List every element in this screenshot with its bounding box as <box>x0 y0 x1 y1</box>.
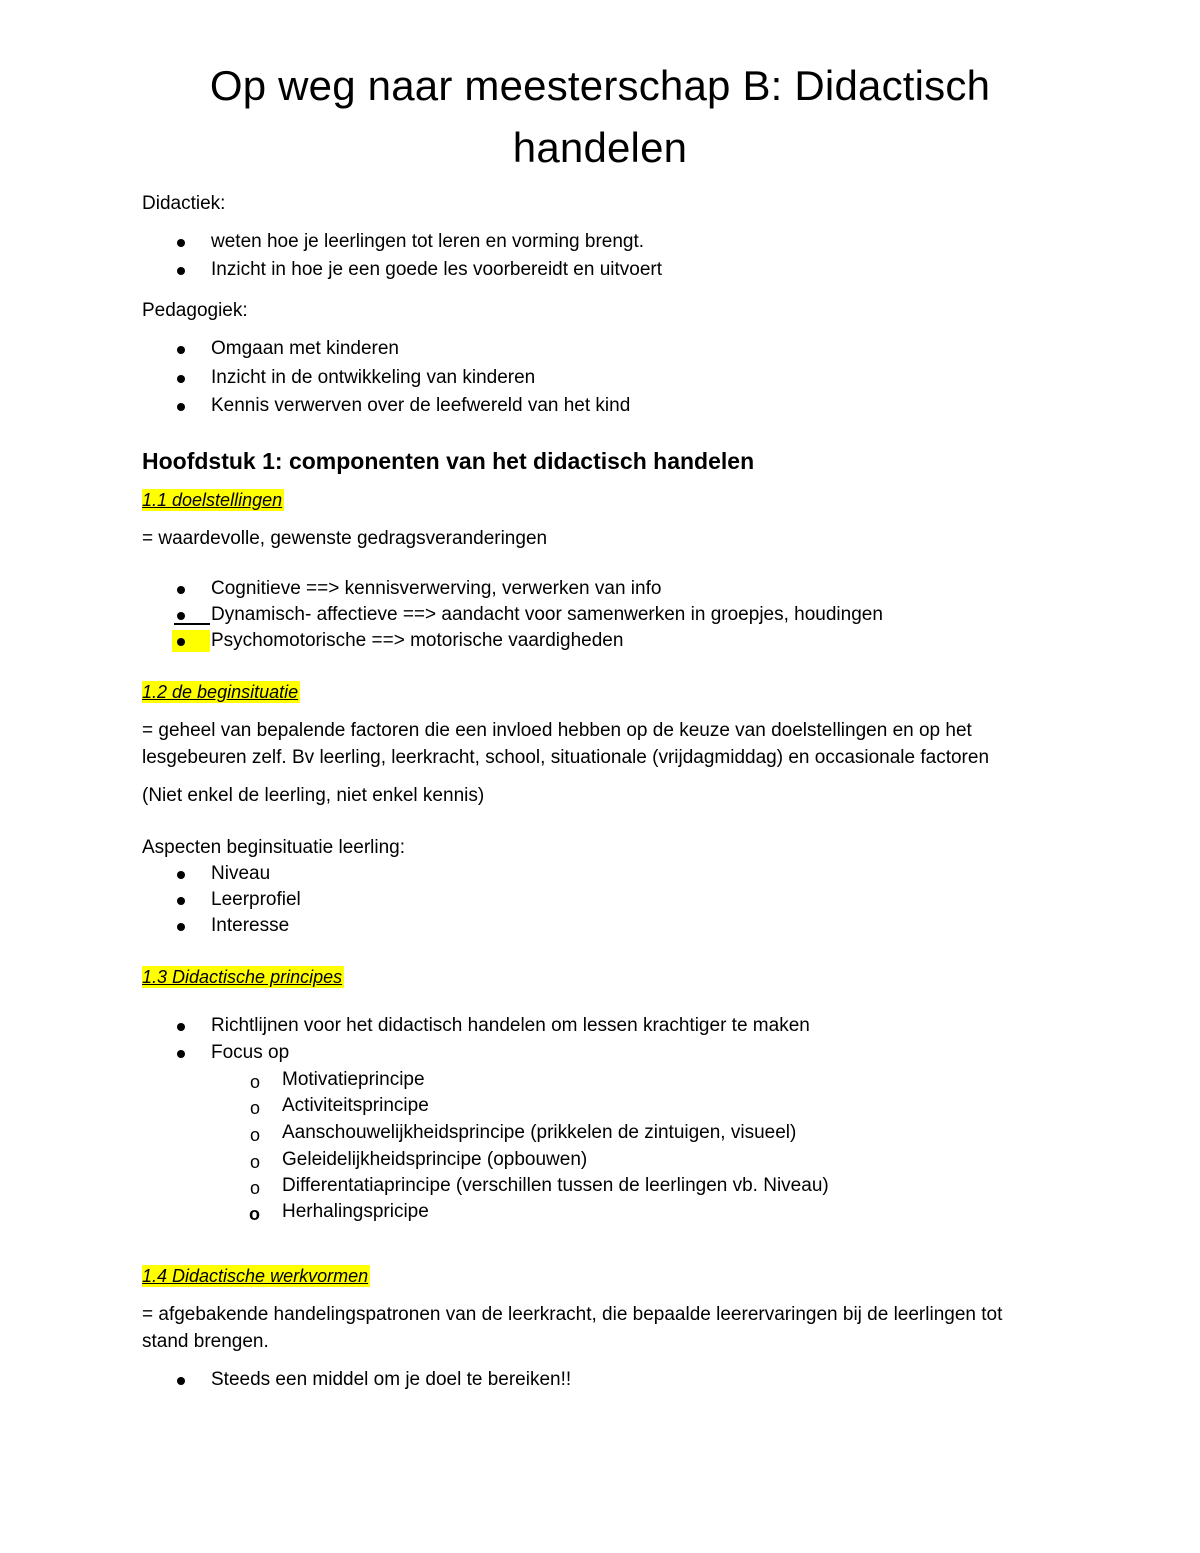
title-line-2: handelen <box>512 124 688 171</box>
sub-list-item: Geleidelijkheidsprincipe (opbouwen) <box>282 1149 588 1170</box>
bullet-dot-icon <box>177 1023 185 1031</box>
list-item: Focus op <box>211 1042 290 1063</box>
bullet-dot-icon <box>177 267 185 275</box>
sub-list-item: Differentatiaprincipe (verschillen tussen de leerlingen vb. Niveau) <box>282 1175 829 1196</box>
aspects-label: Aspecten beginsituatie leerling: <box>142 837 406 858</box>
bullet-dot-icon <box>177 375 185 383</box>
list-item: Omgaan met kinderen <box>211 338 399 359</box>
bullet-dot-icon <box>177 923 185 931</box>
bullet-dot-icon <box>177 239 185 247</box>
circle-bullet-icon: o <box>249 1204 260 1224</box>
sub-list-item: Motivatieprincipe <box>282 1069 425 1090</box>
title-line-1: Op weg naar meesterschap B: Didactisch <box>209 62 991 109</box>
list-item: weten hoe je leerlingen tot leren en vorming brengt. <box>211 231 645 252</box>
bullet-dot-icon <box>177 1377 185 1385</box>
section-note: (Niet enkel de leerling, niet enkel kennis) <box>142 785 485 806</box>
bullet-dot-icon <box>177 1050 185 1058</box>
list-item: Psychomotorische ==> motorische vaardigheden <box>211 630 624 651</box>
didactiek-label: Didactiek: <box>142 193 226 214</box>
bullet-dot-icon <box>177 346 185 354</box>
list-item: Kennis verwerven over de leefwereld van het kind <box>211 395 631 416</box>
list-item: Niveau <box>211 863 271 884</box>
pedagogiek-label: Pedagogiek: <box>142 300 248 321</box>
section-heading-1-3: 1.3 Didactische principes <box>142 967 343 987</box>
bullet-dot-icon <box>177 612 185 620</box>
circle-bullet-icon: o <box>250 1072 261 1092</box>
circle-bullet-icon: o <box>250 1125 261 1145</box>
circle-bullet-icon: o <box>250 1152 261 1172</box>
bullet-dot-icon <box>177 638 185 646</box>
circle-bullet-icon: o <box>250 1098 261 1118</box>
sub-list-item: Herhalingspricipe <box>282 1201 429 1222</box>
circle-bullet-icon: o <box>250 1178 261 1198</box>
bullet-dot-icon <box>177 897 185 905</box>
section-definition: = waardevolle, gewenste gedragsveranderingen <box>142 528 548 549</box>
sub-list-item: Aanschouwelijkheidsprincipe (prikkelen de zintuigen, visueel) <box>282 1122 797 1143</box>
list-item: Steeds een middel om je doel te bereiken!! <box>211 1369 572 1390</box>
section-definition-line-1: = geheel van bepalende factoren die een invloed hebben op de keuze van doelstellingen en op het <box>142 720 972 741</box>
list-item: Cognitieve ==> kennisverwerving, verwerken van info <box>211 578 662 599</box>
bullet-dot-icon <box>177 586 185 594</box>
list-item: Interesse <box>211 915 290 936</box>
section-heading-1-1: 1.1 doelstellingen <box>142 490 283 510</box>
section-heading-1-4: 1.4 Didactische werkvormen <box>142 1266 369 1286</box>
list-item: Richtlijnen voor het didactisch handelen om lessen krachtiger te maken <box>211 1015 810 1036</box>
section-heading-1-2: 1.2 de beginsituatie <box>142 682 299 702</box>
bullet-dot-icon <box>177 871 185 879</box>
chapter-heading: Hoofdstuk 1: componenten van het didactisch handelen <box>142 448 755 474</box>
section-definition-line-2: stand brengen. <box>142 1331 269 1352</box>
list-item: Inzicht in de ontwikkeling van kinderen <box>211 367 536 388</box>
underline-mark <box>174 623 210 625</box>
sub-list-item: Activiteitsprincipe <box>282 1095 429 1116</box>
bullet-dot-icon <box>177 403 185 411</box>
section-definition-line-1: = afgebakende handelingspatronen van de leerkracht, die bepaalde leerervaringen bij de leerlingen tot <box>142 1304 1003 1325</box>
list-item: Inzicht in hoe je een goede les voorbereidt en uitvoert <box>211 259 663 280</box>
list-item: Dynamisch- affectieve ==> aandacht voor samenwerken in groepjes, houdingen <box>211 604 883 625</box>
section-definition-line-2: lesgebeuren zelf. Bv leerling, leerkracht, school, situationale (vrijdagmiddag) en occasionale factoren <box>142 747 990 768</box>
list-item: Leerprofiel <box>211 889 301 910</box>
